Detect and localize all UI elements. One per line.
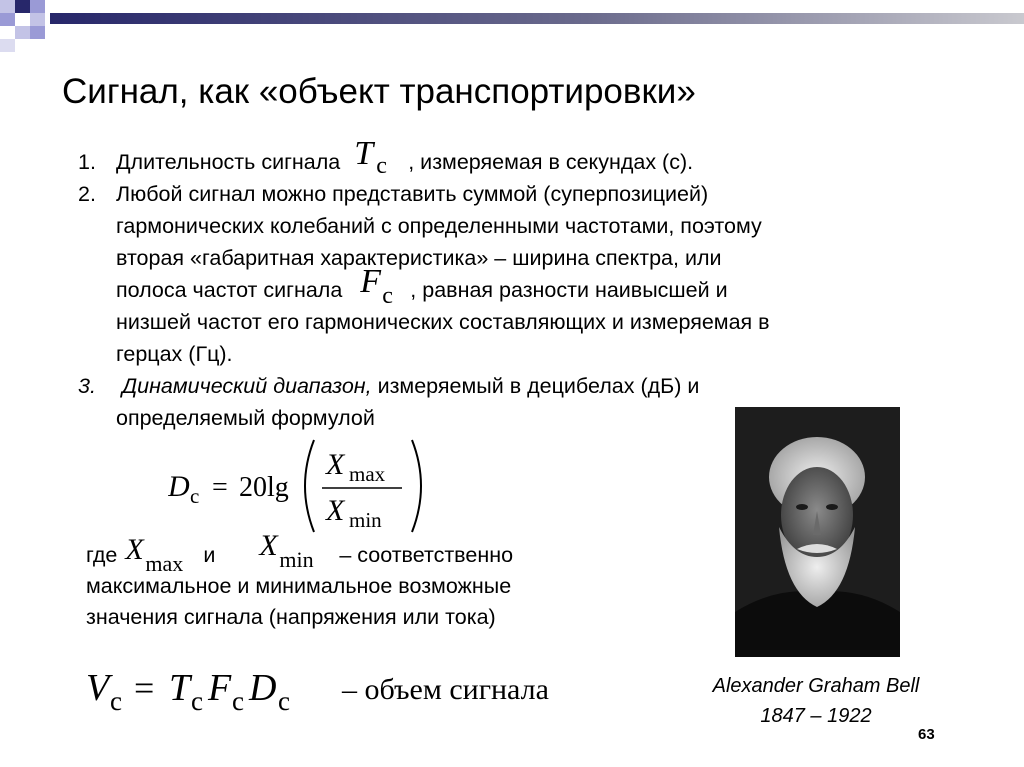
where-line-1 <box>86 529 514 576</box>
formula-graphic <box>168 436 438 536</box>
symbol-subscript: max <box>145 551 184 576</box>
line-text: измеряемый в децибелах (дБ) и <box>371 374 700 398</box>
emphasis-text: Динамический диапазон, <box>121 374 372 398</box>
where-clause <box>86 529 514 633</box>
line-text: , равная разности наивысшей и <box>410 278 728 302</box>
numerator-subscript: max <box>349 462 386 486</box>
formula-lhs: D <box>168 470 190 503</box>
symbol-subscript: c <box>376 153 387 179</box>
list-marker: 3. <box>78 374 96 398</box>
vol-factor-t-subscript: c <box>191 686 203 716</box>
list-line: определяемый формулой <box>116 406 375 430</box>
list-line: вторая «габаритная характеристика» – ширина спектра, или <box>116 246 722 270</box>
list-line: низшей частот его гармонических составляющих и измеряемая в <box>116 310 770 334</box>
portrait-years: 1847 – 1922 <box>760 705 872 727</box>
header-squares-graphic <box>0 0 1024 60</box>
vol-lhs: V <box>86 667 110 709</box>
symbol-letter: X <box>259 529 278 562</box>
denominator-x: X <box>326 494 345 527</box>
formula-func: 20lg <box>239 472 289 503</box>
dynamic-range-formula <box>168 436 438 536</box>
vol-factor-d-subscript: c <box>278 686 290 716</box>
denominator-subscript: min <box>349 508 382 532</box>
vol-equals: = <box>134 668 155 708</box>
list-line <box>116 263 770 309</box>
list-marker: 2. <box>78 182 96 206</box>
symbol-letter: F <box>360 263 382 300</box>
portrait-name: Alexander Graham Bell <box>712 675 920 697</box>
page-number: 63 <box>918 726 935 743</box>
header-decoration <box>0 0 1024 32</box>
symbol-letter: X <box>125 533 144 566</box>
line-text: полоса частот сигнала <box>116 278 343 302</box>
symbol-tc <box>346 135 408 179</box>
list-item-3 <box>78 370 770 434</box>
where-and: и <box>203 543 216 567</box>
line-text: Длительность сигнала <box>116 150 341 174</box>
where-word: где <box>86 543 118 567</box>
symbol-subscript: min <box>279 547 314 572</box>
symbol-xmin <box>221 529 333 572</box>
formula-lhs-subscript: c <box>190 484 200 508</box>
content-list <box>78 135 770 434</box>
right-paren <box>412 440 421 532</box>
list-line: Любой сигнал можно представить суммой (суперпозицией) <box>116 182 709 206</box>
list-line <box>116 370 770 402</box>
symbol-xmax <box>123 533 197 576</box>
line-text: , измеряемая в секундах (с). <box>408 150 694 174</box>
vol-factor-d: D <box>249 667 277 709</box>
list-line: гармонических колебаний с определенными частотами, поэтому <box>116 214 762 238</box>
numerator-x: X <box>326 448 345 481</box>
list-item-2 <box>78 178 770 370</box>
vol-factor-t: T <box>169 667 191 709</box>
vol-label: – объем сигнала <box>342 673 549 706</box>
list-item-1 <box>78 135 770 179</box>
vol-lhs-subscript: c <box>110 686 122 716</box>
portrait-caption <box>690 671 942 731</box>
list-line: герцах (Гц). <box>116 342 233 366</box>
volume-formula-graphic <box>86 660 626 720</box>
list-marker: 1. <box>78 150 96 174</box>
symbol-fc <box>348 263 410 309</box>
list-line <box>116 135 770 179</box>
vol-factor-f-subscript: c <box>232 686 244 716</box>
symbol-letter: T <box>354 135 374 172</box>
formula-equals: = <box>212 472 228 503</box>
vol-factor-f: F <box>208 667 232 709</box>
where-line-2: максимальное и минимальное возможные <box>86 574 512 598</box>
portrait-photo-icon <box>735 407 900 657</box>
portrait-photo <box>735 407 900 657</box>
symbol-subscript: c <box>382 283 393 309</box>
left-paren <box>305 440 314 532</box>
signal-volume-formula <box>86 660 626 720</box>
slide-title: Сигнал, как «объект транспортировки» <box>62 72 696 111</box>
where-line-3: значения сигнала (напряжения или тока) <box>86 605 496 629</box>
where-rest: – соответственно <box>339 543 514 567</box>
